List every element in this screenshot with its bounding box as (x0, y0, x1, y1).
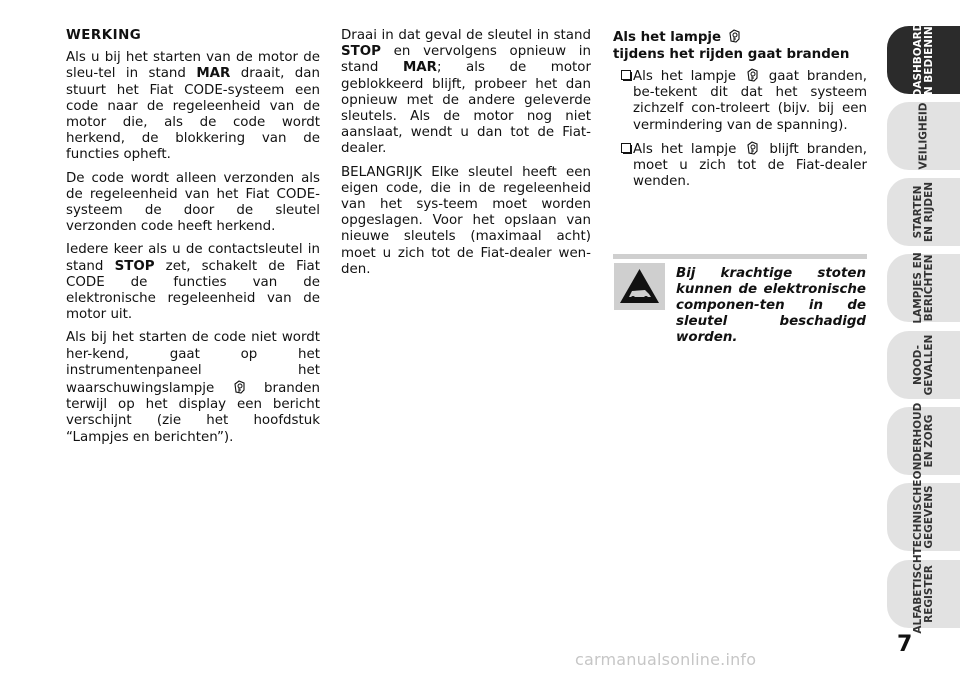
list-item (613, 140, 867, 191)
text: branden terwijl op het display een bericht verschijnt (zie het hoofdstuk “Lampjes en berichten”). (66, 381, 320, 445)
tab-alfabetisch-register[interactable] (887, 554, 960, 634)
tab-label: NOOD- GEVALLEN (911, 334, 935, 396)
paragraph (341, 28, 591, 158)
warning-icon-box (614, 263, 665, 310)
key-warning-lamp-icon (727, 28, 742, 44)
key-warning-lamp-icon (745, 140, 760, 156)
tab-veiligheid[interactable] (887, 102, 960, 170)
text: Iedere keer als u de contactsleutel in stand (66, 242, 320, 274)
heading-text: Als het lampje (613, 30, 726, 45)
tab-label: STARTEN EN RIJDEN (911, 181, 935, 243)
text: Draai in dat geval de sleutel in stand (341, 28, 591, 43)
text-bold: MAR (402, 60, 437, 76)
list-item (613, 67, 867, 134)
warning-triangle-car-icon (614, 263, 665, 310)
text: blijft branden, moet u zich tot de Fiat-dealer wenden. (633, 141, 867, 190)
column-werking (66, 28, 320, 453)
tab-label: LAMPJES EN BERICHTEN (911, 252, 935, 324)
paragraph: De code wordt alleen verzonden als de regeleenheid van het Fiat CODE-systeem de door de sleutel verzonden code heeft herkend. (66, 170, 320, 235)
tab-label: ONDERHOUD EN ZORG (911, 402, 935, 480)
heading-text: tijdens het rijden gaat branden (613, 47, 850, 62)
tab-technische-gegevens[interactable] (887, 479, 960, 555)
paragraph (66, 50, 320, 163)
warning-text: Bij krachtige stoten kunnen de elektronische componen-ten in de sleutel beschadigd worden. (676, 266, 866, 345)
text-bold: STOP (341, 44, 381, 60)
text: zet, schakelt de Fiat CODE de functies van de elektronische regeleenheid van de motor uit. (66, 258, 320, 323)
section-heading-werking: WERKING (66, 28, 142, 43)
bullet-list (613, 67, 867, 190)
checkbox-bullet-icon (621, 70, 631, 80)
text: en vervolgens opnieuw in stand (341, 44, 591, 76)
paragraph: BELANGRIJK Elke sleutel heeft een eigen code, die in de regeleenheid van het sys-teem moet worden opgeslagen. Voor het opslaan van nieuwe sleutels (maximaal acht) moet u zich tot de Fiat-dealer wen-den. (341, 164, 591, 277)
text-bold: STOP (114, 258, 155, 274)
key-warning-lamp-icon (745, 67, 760, 83)
column-continued (341, 28, 591, 285)
text: draait, dan stuurt het Fiat CODE-systeem een code naar de regeleenheid van de motor die, als de code wordt herkend, de blokkering van de functies opheft. (66, 66, 320, 163)
tab-noodgevallen[interactable] (887, 331, 960, 399)
section-heading-lampje (613, 28, 867, 63)
text: Als het lampje (633, 69, 744, 84)
tab-label: ALFABETISCH REGISTER (911, 554, 935, 634)
chapter-sidebar (879, 17, 960, 636)
text: Als bij het starten de code niet wordt her-kend, gaat op het instrumentenpaneel het waarschuwingslampje (66, 330, 320, 397)
paragraph (66, 242, 320, 323)
watermark: carmanualsonline.info (575, 650, 757, 669)
tab-onderhoud-en-zorg[interactable] (887, 402, 960, 480)
text-bold: MAR (196, 66, 231, 82)
column-lampje (613, 28, 867, 196)
paragraph (66, 330, 320, 445)
tab-label: VEILIGHEID (917, 102, 929, 170)
text: Als u bij het starten van de motor de sleu-tel in stand (66, 50, 320, 82)
page-number: 7 (897, 632, 913, 657)
tab-starten-en-rijden[interactable] (887, 178, 960, 246)
tab-label: TECHNISCHE GEGEVENS (911, 479, 935, 555)
warning-divider (613, 254, 867, 259)
key-warning-lamp-icon (232, 379, 247, 395)
tab-dashboard-en-bediening[interactable] (887, 17, 960, 103)
checkbox-bullet-icon (621, 143, 631, 153)
text: Als het lampje (633, 141, 745, 157)
tab-label: DASHBOARD EN BEDIENING (911, 17, 935, 103)
text: ; als de motor geblokkeerd blijft, probeer het dan opnieuw met de andere geleverde sleutels. Als de motor nog niet aanslaat, wendt u dan tot de Fiat-dealer. (341, 60, 591, 157)
tab-lampjes-en-berichten[interactable] (887, 254, 960, 322)
text: gaat branden, be-tekent dit dat het systeem zichzelf con-troleert (bijv. bij een vermindering van de spanning). (633, 69, 868, 133)
